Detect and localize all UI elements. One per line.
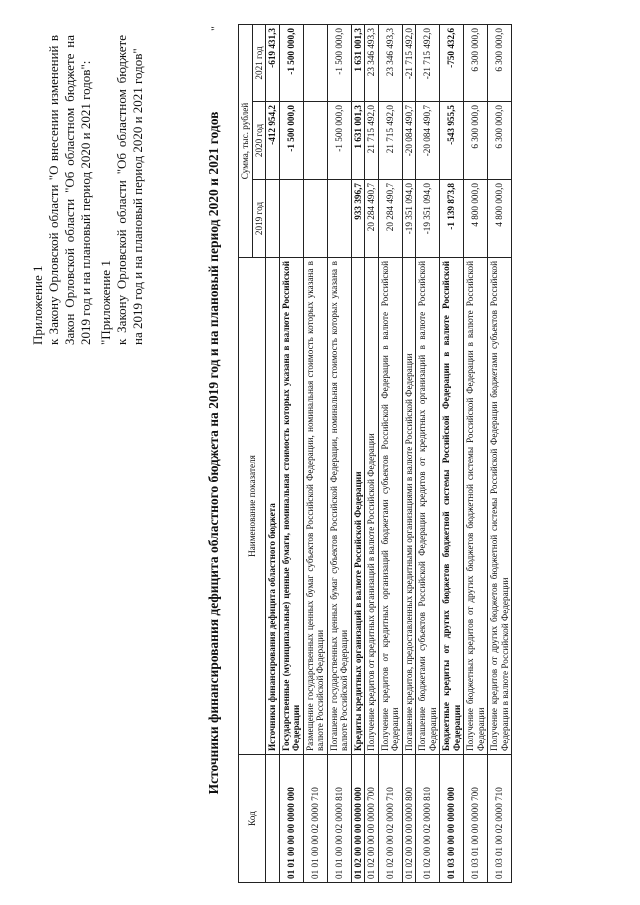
header-name: Наименование показателя bbox=[239, 258, 266, 755]
code-cell: 01 03 01 00 00 0000 700 bbox=[464, 755, 488, 883]
code-cell: 01 01 00 00 00 0000 000 bbox=[279, 755, 303, 883]
name-cell: Источники финансирования дефицита областного бюджета bbox=[266, 258, 280, 755]
header-sum: Сумма, тыс. рублей bbox=[239, 25, 253, 258]
document-title: Источники финансирования дефицита областного бюджета на 2019 год и на плановый период 2020 и 2021 годов bbox=[206, 111, 221, 795]
table-row bbox=[351, 25, 365, 883]
table-row bbox=[279, 25, 303, 883]
table-row bbox=[440, 25, 464, 883]
code-cell: 01 03 00 00 00 0000 000 bbox=[440, 755, 464, 883]
code-cell: 01 01 00 00 02 0000 810 bbox=[327, 755, 351, 883]
appendix-header bbox=[30, 35, 146, 345]
code-cell: 01 02 00 00 02 0000 810 bbox=[416, 755, 440, 883]
value-2021-cell: -619 431,3 bbox=[266, 25, 280, 102]
value-2021-cell: -1 500 000,0 bbox=[327, 25, 351, 102]
name-cell: Получение кредитов от кредитных организаций бюджетами субъектов Российской Федерации в валюте Российской Федерации bbox=[378, 258, 402, 755]
code-cell: 01 02 00 00 00 0000 800 bbox=[402, 755, 416, 883]
value-2020-cell: -1 500 000,0 bbox=[279, 102, 303, 180]
value-2021-cell: -21 715 492,0 bbox=[402, 25, 416, 102]
code-cell: 01 02 00 00 00 0000 700 bbox=[365, 755, 379, 883]
value-2019-cell: -1 139 873,8 bbox=[440, 180, 464, 258]
table-row bbox=[365, 25, 379, 883]
value-2019-cell bbox=[303, 180, 327, 258]
name-cell: Получение кредитов от других бюджетов бюджетной системы Российской Федерации бюджетами субъектов Российской Федерации в валюте Российской Федерации bbox=[488, 258, 512, 755]
appendix-line-2: к Закону Орловской области "О внесении изменений в Закон Орловской области "Об областном бюджете на 2019 год и на плановый период 2020 и 2021 годов": bbox=[46, 35, 93, 345]
name-cell: Погашение бюджетами субъектов Российской Федерации кредитов от кредитных организаций в валюте Российской Федерации bbox=[416, 258, 440, 755]
name-cell: Размещение государственных ценных бумаг субъектов Российской Федерации, номинальная стоимость которых указана в валюте Российской Федерации bbox=[303, 258, 327, 755]
header-2019: 2019 год bbox=[252, 180, 266, 258]
value-2019-cell bbox=[279, 180, 303, 258]
name-cell: Кредиты кредитных организаций в валюте Российской Федерации bbox=[351, 258, 365, 755]
value-2020-cell: -412 954,2 bbox=[266, 102, 280, 180]
closing-quote-mark: " bbox=[208, 26, 222, 31]
name-cell: Погашение государственных ценных бумаг субъектов Российской Федерации, номинальная стоимость которых указана в валюте Российской Федерации bbox=[327, 258, 351, 755]
value-2020-cell: -20 084 490,7 bbox=[402, 102, 416, 180]
value-2021-cell: -21 715 492,0 bbox=[416, 25, 440, 102]
code-cell bbox=[266, 755, 280, 883]
appendix-line-4: к Закону Орловской области "Об областном бюджете на 2019 год и на плановый период 2020 и 2021 годов" bbox=[114, 35, 145, 345]
value-2019-cell: 20 284 490,7 bbox=[365, 180, 379, 258]
value-2020-cell: 6 300 000,0 bbox=[464, 102, 488, 180]
value-2020-cell bbox=[303, 102, 327, 180]
name-cell: Погашение кредитов, предоставленных кредитными организациями в валюте Российской Федерации bbox=[402, 258, 416, 755]
table-row bbox=[402, 25, 416, 883]
name-cell: Бюджетные кредиты от других бюджетов бюджетной системы Российской Федерации в валюте Российской Федерации bbox=[440, 258, 464, 755]
value-2019-cell: 4 800 000,0 bbox=[488, 180, 512, 258]
value-2021-cell: 6 300 000,0 bbox=[488, 25, 512, 102]
value-2019-cell: 933 396,7 bbox=[351, 180, 365, 258]
code-cell: 01 02 00 00 02 0000 710 bbox=[378, 755, 402, 883]
value-2020-cell: 21 715 492,0 bbox=[378, 102, 402, 180]
name-cell: Получение бюджетных кредитов от других бюджетов бюджетной системы Российской Федерации в валюте Российской Федерации bbox=[464, 258, 488, 755]
code-cell: 01 03 01 00 02 0000 710 bbox=[488, 755, 512, 883]
appendix-line-1: Приложение 1 bbox=[30, 265, 45, 345]
value-2020-cell: -1 500 000,0 bbox=[327, 102, 351, 180]
table-row bbox=[303, 25, 327, 883]
header-2020: 2020 год bbox=[252, 102, 266, 180]
document-page bbox=[8, 12, 628, 897]
table-body bbox=[266, 25, 512, 883]
value-2020-cell: -20 084 490,7 bbox=[416, 102, 440, 180]
value-2020-cell: 6 300 000,0 bbox=[488, 102, 512, 180]
appendix-line-3: "Приложение 1 bbox=[98, 260, 113, 345]
value-2019-cell bbox=[266, 180, 280, 258]
value-2019-cell bbox=[327, 180, 351, 258]
value-2021-cell: -1 500 000,0 bbox=[279, 25, 303, 102]
value-2019-cell: -19 351 094,0 bbox=[416, 180, 440, 258]
header-code: Код bbox=[239, 755, 266, 883]
name-cell: Государственные (муниципальные) ценные бумаги, номинальная стоимость которых указана в валюте Российской Федерации bbox=[279, 258, 303, 755]
value-2020-cell: 1 631 001,3 bbox=[351, 102, 365, 180]
code-cell: 01 02 00 00 00 0000 000 bbox=[351, 755, 365, 883]
table-row bbox=[416, 25, 440, 883]
value-2021-cell: 23 346 493,3 bbox=[365, 25, 379, 102]
value-2021-cell bbox=[303, 25, 327, 102]
table-row bbox=[464, 25, 488, 883]
value-2021-cell: 23 346 493,3 bbox=[378, 25, 402, 102]
table-row bbox=[327, 25, 351, 883]
name-cell: Получение кредитов от кредитных организаций в валюте Российской Федерации bbox=[365, 258, 379, 755]
header-2021: 2021 год bbox=[252, 25, 266, 102]
value-2019-cell: 20 284 490,7 bbox=[378, 180, 402, 258]
table-row bbox=[488, 25, 512, 883]
code-cell: 01 01 00 00 02 0000 710 bbox=[303, 755, 327, 883]
value-2021-cell: 6 300 000,0 bbox=[464, 25, 488, 102]
table-row bbox=[378, 25, 402, 883]
value-2019-cell: 4 800 000,0 bbox=[464, 180, 488, 258]
value-2019-cell: -19 351 094,0 bbox=[402, 180, 416, 258]
financing-sources-table bbox=[238, 24, 512, 883]
value-2020-cell: -543 955,5 bbox=[440, 102, 464, 180]
value-2021-cell: 1 631 001,3 bbox=[351, 25, 365, 102]
value-2021-cell: -750 432,6 bbox=[440, 25, 464, 102]
table-row bbox=[266, 25, 280, 883]
value-2020-cell: 21 715 492,0 bbox=[365, 102, 379, 180]
